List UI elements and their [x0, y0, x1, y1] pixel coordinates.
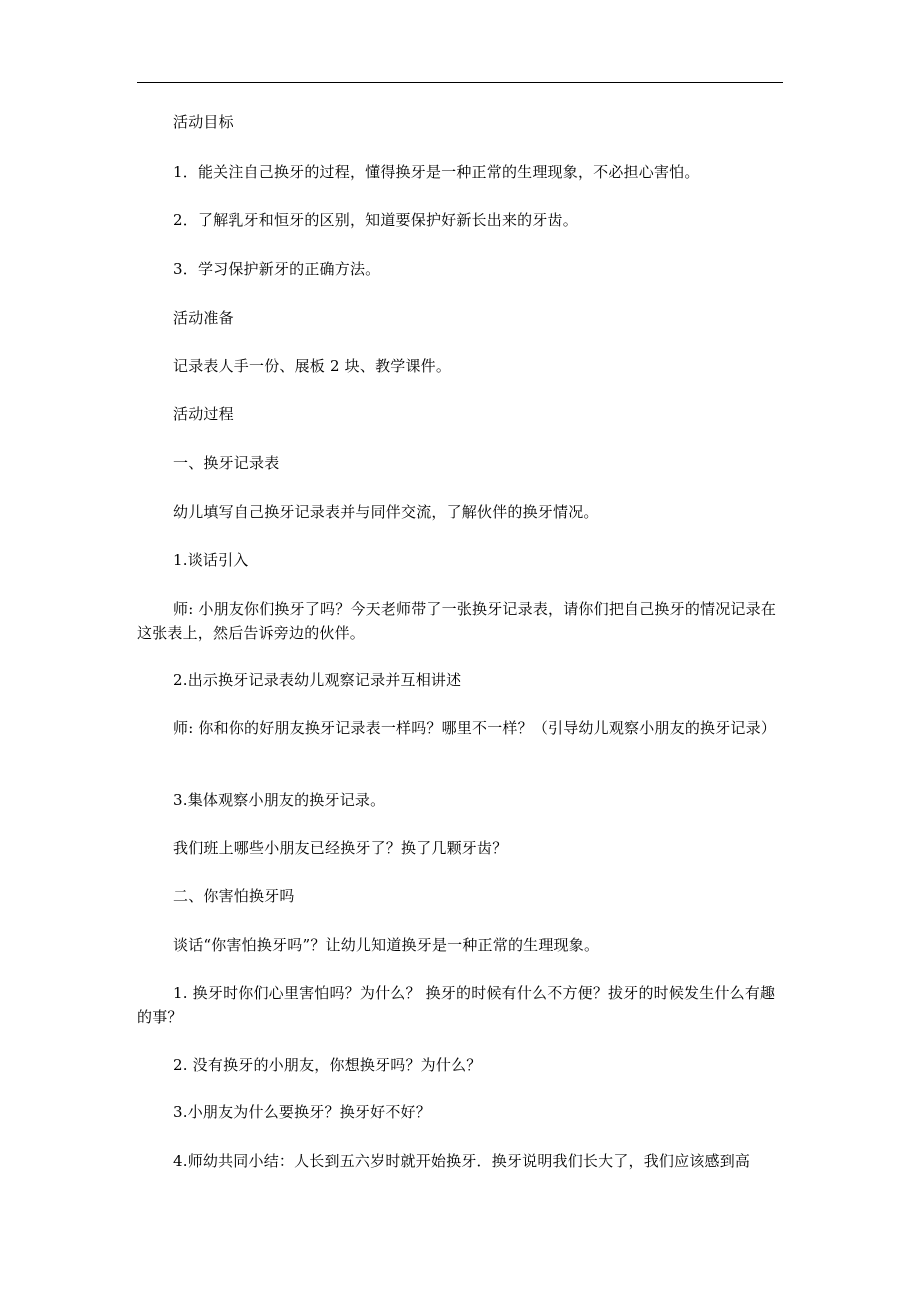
part-2-intro: 谈话“你害怕换牙吗”？让幼儿知道换牙是一种正常的生理现象。	[173, 936, 600, 954]
step-2-1: 1. 换牙时你们心里害怕吗？为什么？ 换牙的时候有什么不方便？拔牙的时候发生什么有趣的事？	[137, 984, 776, 1026]
section-heading-goals: 活动目标	[173, 113, 234, 131]
question-line-1: 我们班上哪些小朋友已经换牙了？换了几颗牙齿？	[173, 839, 508, 857]
step-2-3: 3.小朋友为什么要换牙？换牙好不好？	[173, 1103, 431, 1121]
goal-item-3: 3．学习保护新牙的正确方法。	[173, 260, 381, 278]
step-1-3: 3.集体观察小朋友的换牙记录。	[173, 791, 386, 809]
step-2-4: 4.师幼共同小结：人长到五六岁时就开始换牙．换牙说明我们长大了，我们应该感到高	[173, 1152, 751, 1170]
step-2-2: 2. 没有换牙的小朋友，你想换牙吗？为什么？	[173, 1056, 482, 1074]
part-1-intro: 幼儿填写自己换牙记录表并与同伴交流，了解伙伴的换牙情况。	[173, 503, 599, 521]
part-heading-1: 一、换牙记录表	[173, 454, 280, 472]
part-heading-2: 二、你害怕换牙吗	[173, 887, 295, 905]
header-rule	[137, 82, 783, 83]
section-heading-process: 活动过程	[173, 405, 234, 423]
step-1-2: 2.出示换牙记录表幼儿观察记录并互相讲述	[173, 671, 462, 689]
teacher-line-2: 师: 你和你的好朋友换牙记录表一样吗？哪里不一样？（引导幼儿观察小朋友的换牙记录）	[173, 719, 777, 737]
goal-item-1: 1．能关注自己换牙的过程，懂得换牙是一种正常的生理现象，不必担心害怕。	[173, 163, 700, 181]
preparation-text: 记录表人手一份、展板 2 块、教学课件。	[173, 357, 452, 375]
section-heading-preparation: 活动准备	[173, 309, 234, 327]
step-1-1: 1.谈话引入	[173, 551, 249, 569]
teacher-line-1: 师: 小朋友你们换牙了吗？今天老师带了一张换牙记录表，请你们把自己换牙的情况记录在这张表上，然后告诉旁边的伙伴。	[137, 600, 777, 642]
goal-item-2: 2．了解乳牙和恒牙的区别，知道要保护好新长出来的牙齿。	[173, 211, 578, 229]
